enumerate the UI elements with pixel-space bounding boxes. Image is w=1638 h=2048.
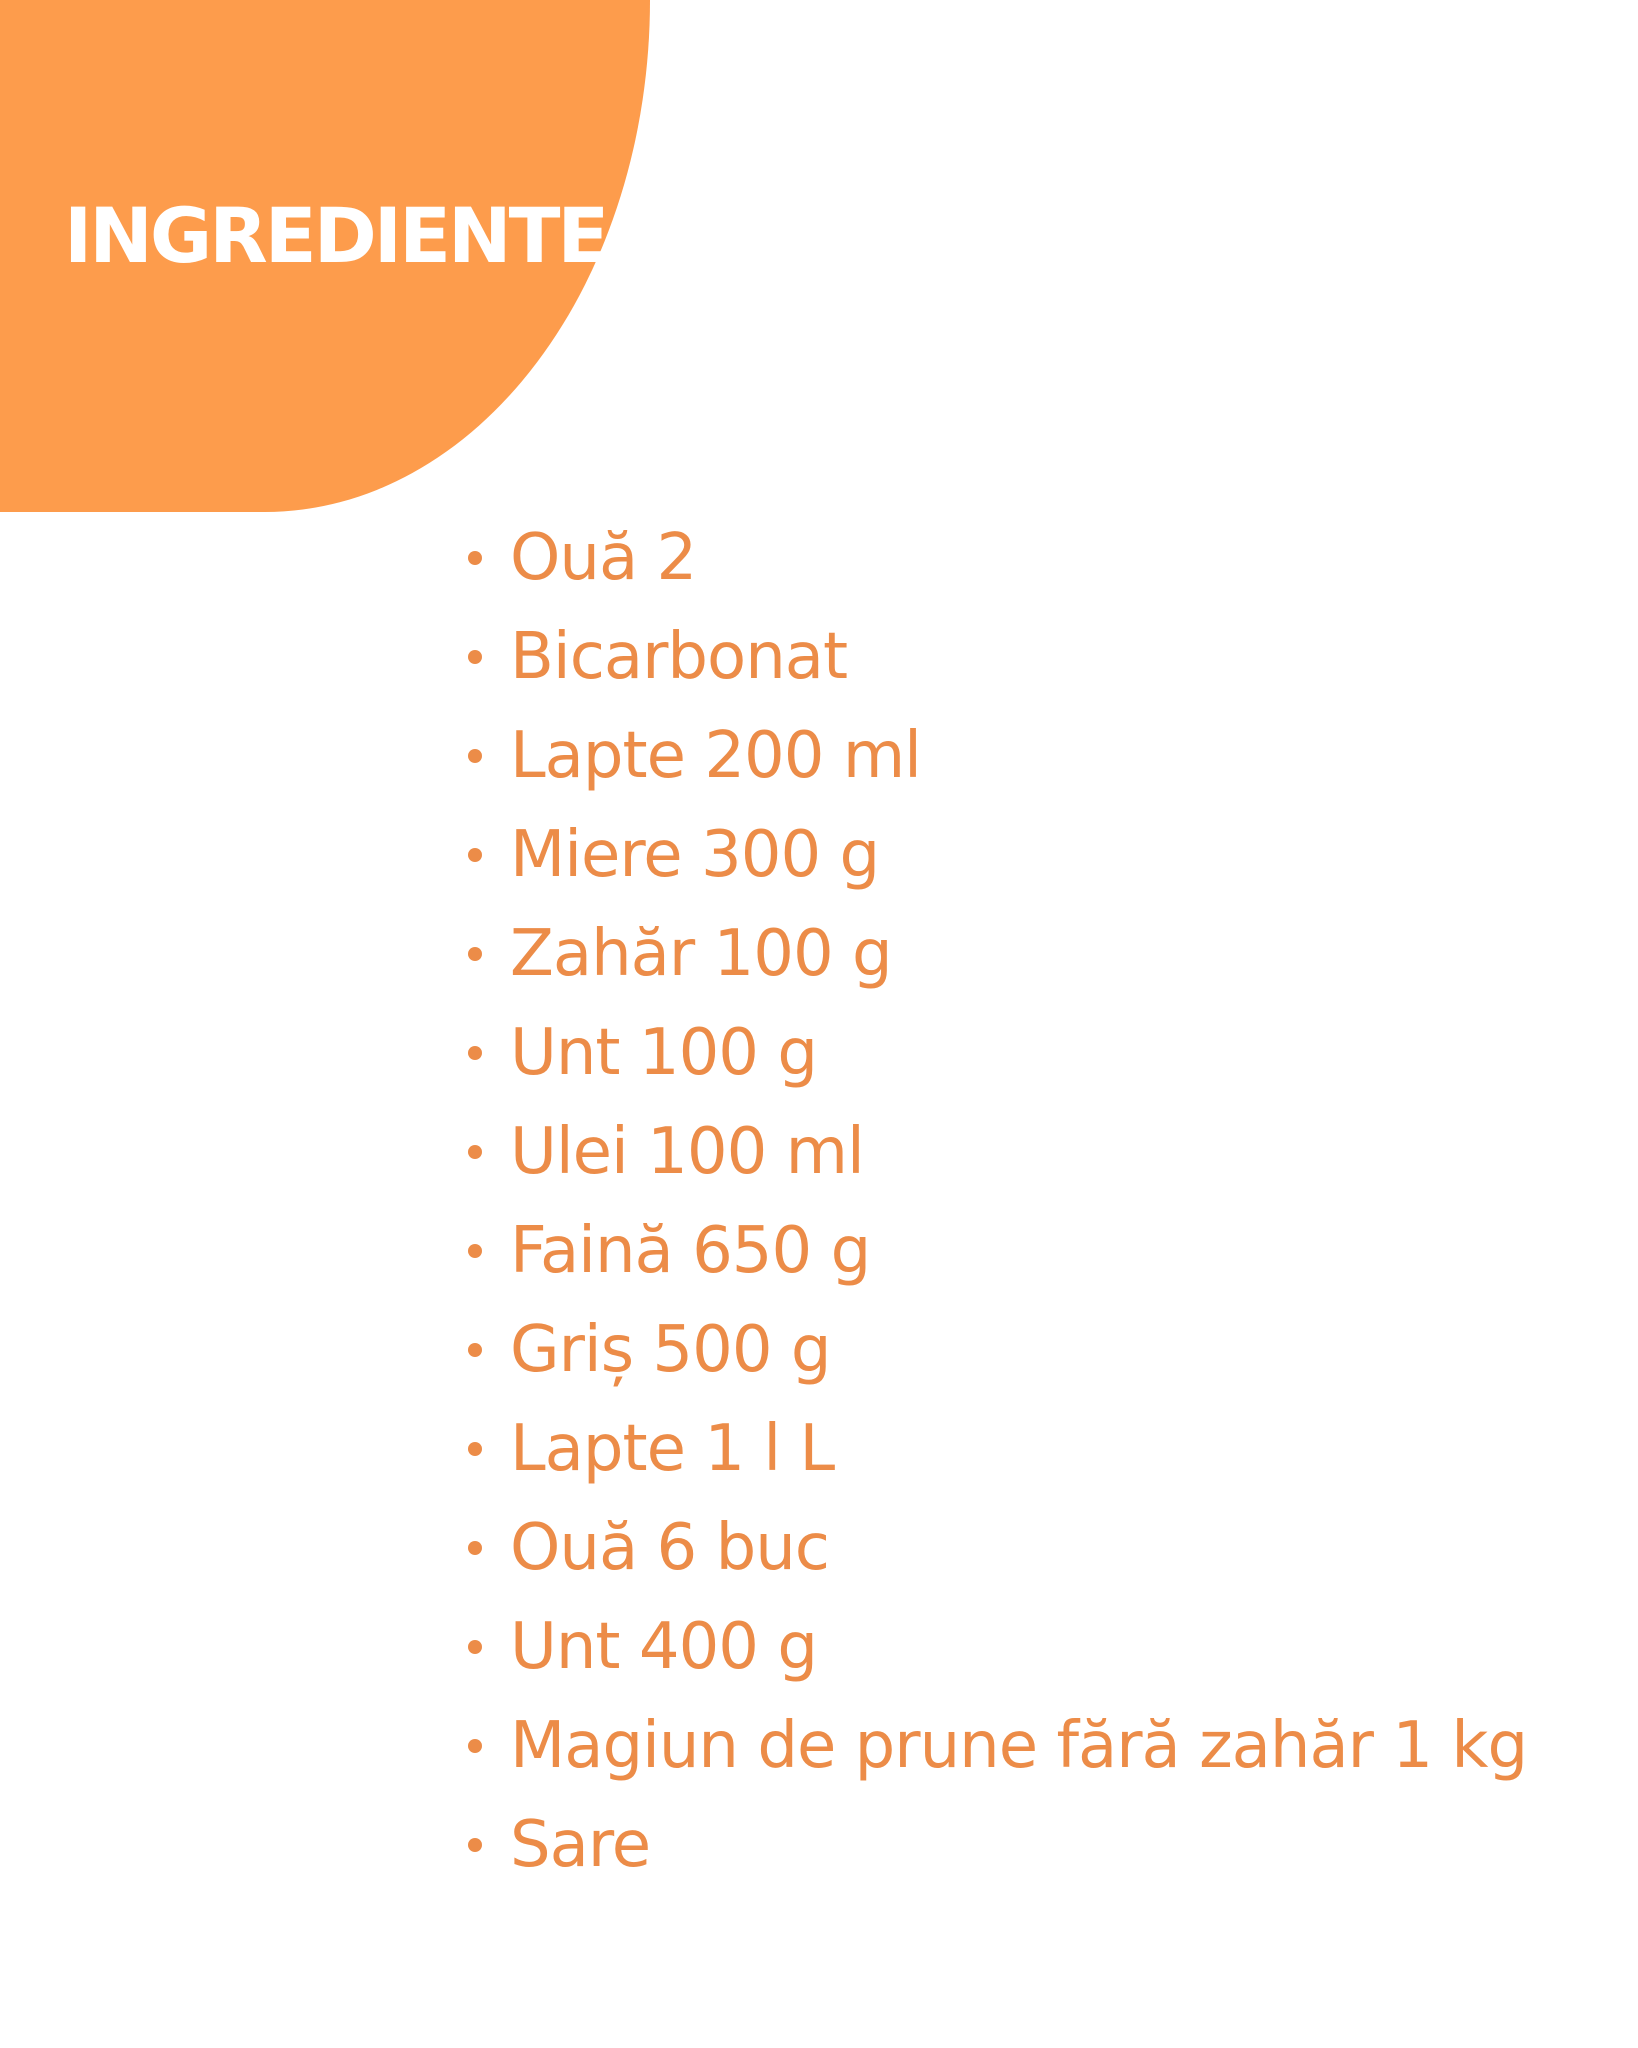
list-item [468,706,921,805]
ingredient-label: Unt 100 g [510,1015,817,1090]
ingredient-label: Lapte 200 ml [510,718,921,793]
bullet-icon [468,1640,482,1654]
list-item [468,1399,834,1498]
bullet-icon [468,1244,482,1258]
bullet-icon [468,947,482,961]
page-title: INGREDIENTE [64,191,607,280]
bullet-icon [468,1145,482,1159]
bullet-icon [468,551,482,565]
list-item [468,1795,650,1894]
ingredient-label: Magiun de prune fără zahăr 1 kg [510,1708,1528,1783]
list-item [468,1201,870,1300]
list-item [468,1696,1527,1795]
list-item [468,508,696,607]
list-item [468,1003,817,1102]
bullet-icon [468,1343,482,1357]
list-item [468,805,879,904]
ingredient-label: Ouă 6 buc [510,1510,829,1585]
bullet-icon [468,848,482,862]
list-item [468,1597,817,1696]
bullet-icon [468,1442,482,1456]
ingredient-label: Sare [510,1807,651,1882]
list-item [468,1102,864,1201]
bullet-icon [468,1739,482,1753]
list-item [468,1498,829,1597]
bullet-icon [468,1046,482,1060]
ingredient-label: Bicarbonat [510,619,848,694]
bullet-icon [468,1541,482,1555]
list-item [468,1300,831,1399]
ingredient-label: Ouă 2 [510,520,697,595]
bullet-icon [468,650,482,664]
list-item [468,904,892,1003]
ingredient-label: Griș 500 g [510,1312,831,1387]
ingredient-label: Ulei 100 ml [510,1114,864,1189]
ingredient-label: Unt 400 g [510,1609,817,1684]
bullet-icon [468,749,482,763]
ingredient-label: Lapte 1 l L [510,1411,835,1486]
ingredient-label: Faină 650 g [510,1213,871,1288]
list-item [468,607,847,706]
ingredient-label: Miere 300 g [510,817,880,892]
ingredient-label: Zahăr 100 g [510,916,892,991]
bullet-icon [468,1838,482,1852]
